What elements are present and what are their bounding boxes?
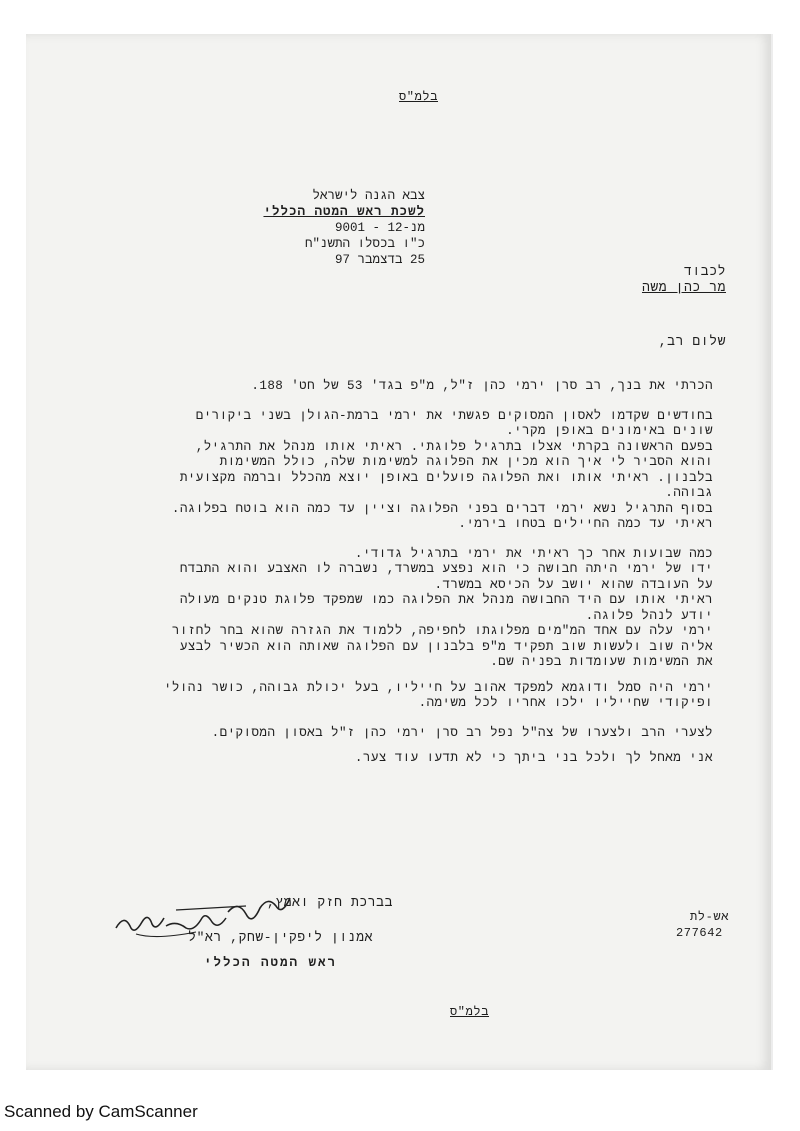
paragraph-line: גבוהה.: [665, 486, 713, 500]
paragraph-line: ירמי היה סמל ודוגמא למפקד אהוב על חייליו, בעל יכולת גבוהה, כושר נהולי: [163, 680, 713, 695]
classification-header: בלמ"ס: [399, 90, 439, 104]
paragraph-line: בחודשים שקדמו לאסון המסוקים פגשתי את ירמי ברמת-הגולן בשני ביקורים: [195, 408, 713, 423]
letterhead-hebrew-date: כ"ו בכסלו התשנ"ח: [304, 237, 425, 251]
paragraph-line: והוא הסביר לי איך הוא מכין את הפלוגה למשימות שלה, כולל המשימות: [219, 455, 713, 469]
file-code: אש-לת: [689, 910, 729, 924]
paragraph-line: בלבנון. ראיתי אותו ואת הפלוגה פועלים באופן יוצא מהכלל וברמה מקצועית: [179, 470, 713, 485]
signer-name: אמנון ליפקין-שחק, רא"ל: [188, 930, 373, 945]
paragraph-line: על העובדה שהוא יושב על הכיסא במשרד.: [434, 577, 713, 592]
scanned-page: [26, 34, 773, 1070]
letterhead-org: צבא הגנה לישראל: [312, 189, 425, 203]
letterhead-ref: מנ-12 - 9001: [334, 221, 425, 235]
paragraph-line: אליה שוב ולעשות שוב תפקיד מ"פ בלבנון עם הפלוגה שאותה הוא הכשיר לבצע: [179, 639, 713, 654]
recipient-name: מר כהן משה: [641, 280, 726, 295]
paragraph-line: ופיקודי שחייליו ילכו אחריו לכל משימה.: [418, 696, 713, 710]
letter-paper: [26, 34, 771, 1070]
paragraph-line: ידו של ירמי היתה חבושה כי הוא נפצע במשרד, נשברה לו האצבע והוא התבדח: [179, 562, 713, 576]
paragraph-line: בפעם הראשונה בקרתי אצלו בתרגיל פלוגתי. ראיתי אותו מנהל את התרגיל,: [195, 439, 713, 454]
paragraph-line: ראיתי עד כמה החיילים בטחו בירמי.: [458, 517, 713, 531]
paragraph-line: כמה שבועות אחר כך ראיתי את ירמי בתרגיל גדודי.: [354, 546, 713, 561]
paragraph-line: הכרתי את בנך, רב סרן ירמי כהן ז"ל, מ"פ בגד' 53 של חט' 188.: [251, 379, 713, 393]
file-number: 277642: [676, 926, 723, 940]
paragraph-line: ירמי עלה עם אחד המ"מים מפלוגתו לחפיפה, ללמוד את הגזרה שהוא בחר לחזור: [171, 624, 713, 638]
paragraph-line: לצערי הרב ולצערו של צה"ל נפל רב סרן ירמי כהן ז"ל באסון המסוקים.: [211, 725, 713, 740]
letterhead-date: 25 בדצמבר 97: [334, 253, 425, 267]
classification-footer: בלמ"ס: [450, 1005, 490, 1019]
paragraph-line: שונים באימונים באופן מקרי.: [506, 424, 713, 438]
scanner-caption: Scanned by CamScanner: [4, 1102, 198, 1121]
signer-title: ראש המטה הכללי: [203, 956, 337, 970]
greeting: שלום רב,: [658, 334, 726, 349]
paragraph-line: בסוף התרגיל נשא ירמי דברים בפני הפלוגה וציין עד כמה הוא בוטח בפלוגה.: [171, 501, 713, 516]
letterhead: [263, 188, 425, 268]
closing-blessing: בברכת חזק ואמץ,: [266, 895, 393, 910]
recipient-to-label: לכבוד: [683, 264, 726, 279]
paragraph-line: אני מאחל לך ולכל בני ביתך כי לא תדעו עוד צער.: [354, 751, 713, 765]
paragraph-line: ראיתי אותו עם היד החבושה מנהל את הפלוגה כמו שמפקד פלוגת טנקים מעולה: [179, 593, 713, 607]
paragraph-line: את המשימות שעומדות בפניה שם.: [490, 655, 713, 669]
letter-body: [73, 379, 713, 767]
letterhead-office: לשכת ראש המטה הכללי: [263, 205, 425, 219]
paragraph-line: יודע לנהל פלוגה.: [585, 608, 713, 623]
